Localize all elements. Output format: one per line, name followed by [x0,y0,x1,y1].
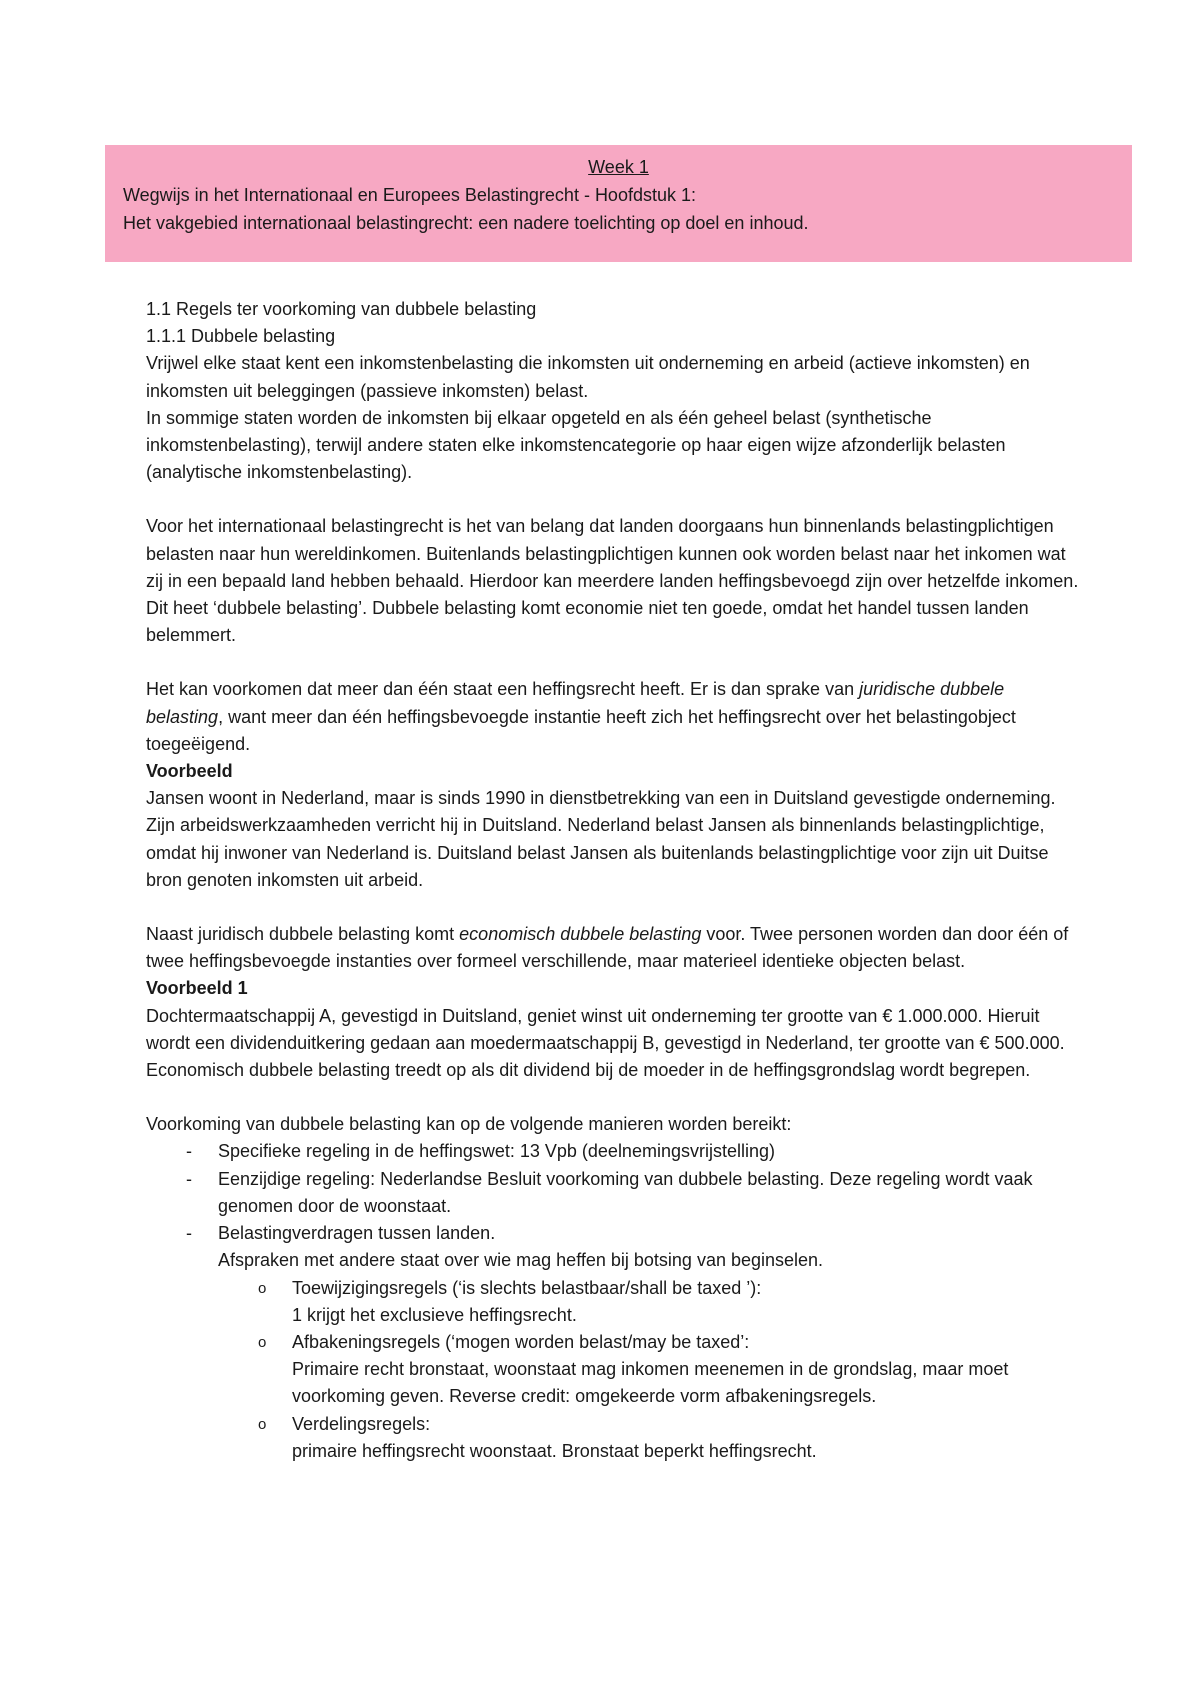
paragraph-3: Voor het internationaal belastingrecht is het van belang dat landen doorgaans hun binnenlands belastingplichtigen belasten naar hun wereldinkomen. Buitenlands belastingplichtigen kunnen ook worden belast naar het inkomen wat zij in een bepaald land hebben behaald. Hierdoor kan meerdere landen heffingsbevoegd zijn over hetzelfde inkomen. Dit heet ‘dubbele belasting’. Dubbele belasting komt economie niet ten goede, omdat het handel tussen landen belemmert. [146,516,1079,646]
document-body [146,296,1086,1465]
list-item [186,1220,1086,1274]
sub-list-item-text: 1 krijgt het exclusieve heffingsrecht. [292,1304,577,1325]
paragraph-1: Vrijwel elke staat kent een inkomstenbelasting die inkomsten uit onderneming en arbeid (actieve inkomsten) en inkomsten uit beleggingen (passieve inkomsten) belast. [146,353,1030,401]
list-item [186,1166,1086,1220]
paragraph-2: In sommige staten worden de inkomsten bij elkaar opgeteld en als één geheel belast (synthetische inkomstenbelasting), terwijl andere staten elke inkomstencategorie op haar eigen wijze afzonderlijk belasten (analytische inkomstenbelasting). [146,407,1006,483]
paragraph-7: Dochtermaatschappij A, gevestigd in Duitsland, geniet winst uit onderneming ter grootte van € 1.000.000. Hieruit wordt een dividenduitkering gedaan aan moedermaatschappij B, gevestigd in Nederland, ter grootte van € 500.000. Economisch dubbele belasting treedt op als dit dividend bij de moeder in de heffingsgrondslag wordt begrepen. [146,1005,1065,1081]
paragraph-4-text: Het kan voorkomen dat meer dan één staat een heffingsrecht heeft. Er is dan sprake van [146,679,860,700]
chapter-title: Wegwijs in het Internationaal en Europees Belastingrecht - Hoofdstuk 1: [123,185,696,205]
rules-list [146,1275,1086,1465]
week-title: Week 1 [588,157,649,177]
sub-list-item [258,1275,1086,1329]
paragraph-8: Voorkoming van dubbele belasting kan op de volgende manieren worden bereikt: [146,1114,792,1135]
paragraph-6-text-end: voor. Twee personen worden dan door één of twee heffingsbevoegde instanties over formeel verschillende, maar materieel identieke objecten belast. [146,924,1069,972]
sub-list-item-title: o Verdelingsregels: [292,1413,431,1434]
list-item [186,1138,1086,1165]
chapter-subtitle: Het vakgebied internationaal belastingrecht: een nadere toelichting op doel en inhoud. [123,213,809,233]
sub-list-item-text: primaire heffingsrecht woonstaat. Bronstaat beperkt heffingsrecht. [292,1440,817,1461]
list-item-text: Specifieke regeling in de heffingswet: 13 Vpb (deelnemingsvrijstelling) [218,1141,775,1162]
example-label: Voorbeeld [146,761,233,782]
sub-list-item [258,1329,1086,1411]
sub-list-item [258,1411,1086,1465]
list-item-text: Eenzijdige regeling: Nederlandse Besluit voorkoming van dubbele belasting. Deze regeling wordt vaak genomen door de woonstaat. [218,1168,1033,1216]
list-item-text: - Belastingverdragen tussen landen. [218,1223,496,1244]
paragraph-6-text: Naast juridisch dubbele belasting komt [146,924,460,945]
list-item-subtext: Afspraken met andere staat over wie mag heffen bij botsing van beginselen. [218,1250,824,1271]
header-banner [105,145,1132,262]
sub-list-item-title: o Afbakeningsregels (‘mogen worden belast/may be taxed’: [292,1331,750,1352]
term-economisch: economisch dubbele belasting [459,924,702,945]
section-heading: 1.1 Regels ter voorkoming van dubbele belasting [146,299,537,319]
subsection-heading: 1.1.1 Dubbele belasting [146,326,336,347]
paragraph-4 [146,676,1086,758]
term-juridische: juridische dubbele belasting [146,679,1005,727]
paragraph-4-text-end: , want meer dan één heffingsbevoegde instantie heeft zich het heffingsrecht over het belastingobject toegeëigend. [146,706,1016,754]
sub-list-item-title: o Toewijzigingsregels (‘is slechts belastbaar/shall be taxed ’): [292,1277,762,1298]
paragraph-5: Jansen woont in Nederland, maar is sinds 1990 in dienstbetrekking van een in Duitsland gevestigde onderneming. Zijn arbeidswerkzaamheden verricht hij in Duitsland. Nederland belast Jansen als binnenlands belastingplichtige, omdat hij inwoner van Nederland is. Duitsland belast Jansen als buitenlands belastingplichtige voor zijn uit Duitse bron genoten inkomsten uit arbeid. [146,788,1056,890]
sub-list-item-text: Primaire recht bronstaat, woonstaat mag inkomen meenemen in de grondslag, maar moet voorkoming geven. Reverse credit: omgekeerde vorm afbakeningsregels. [292,1359,1009,1407]
example-1-label: Voorbeeld 1 [146,978,248,999]
paragraph-6 [146,921,1086,975]
methods-list [146,1138,1086,1274]
